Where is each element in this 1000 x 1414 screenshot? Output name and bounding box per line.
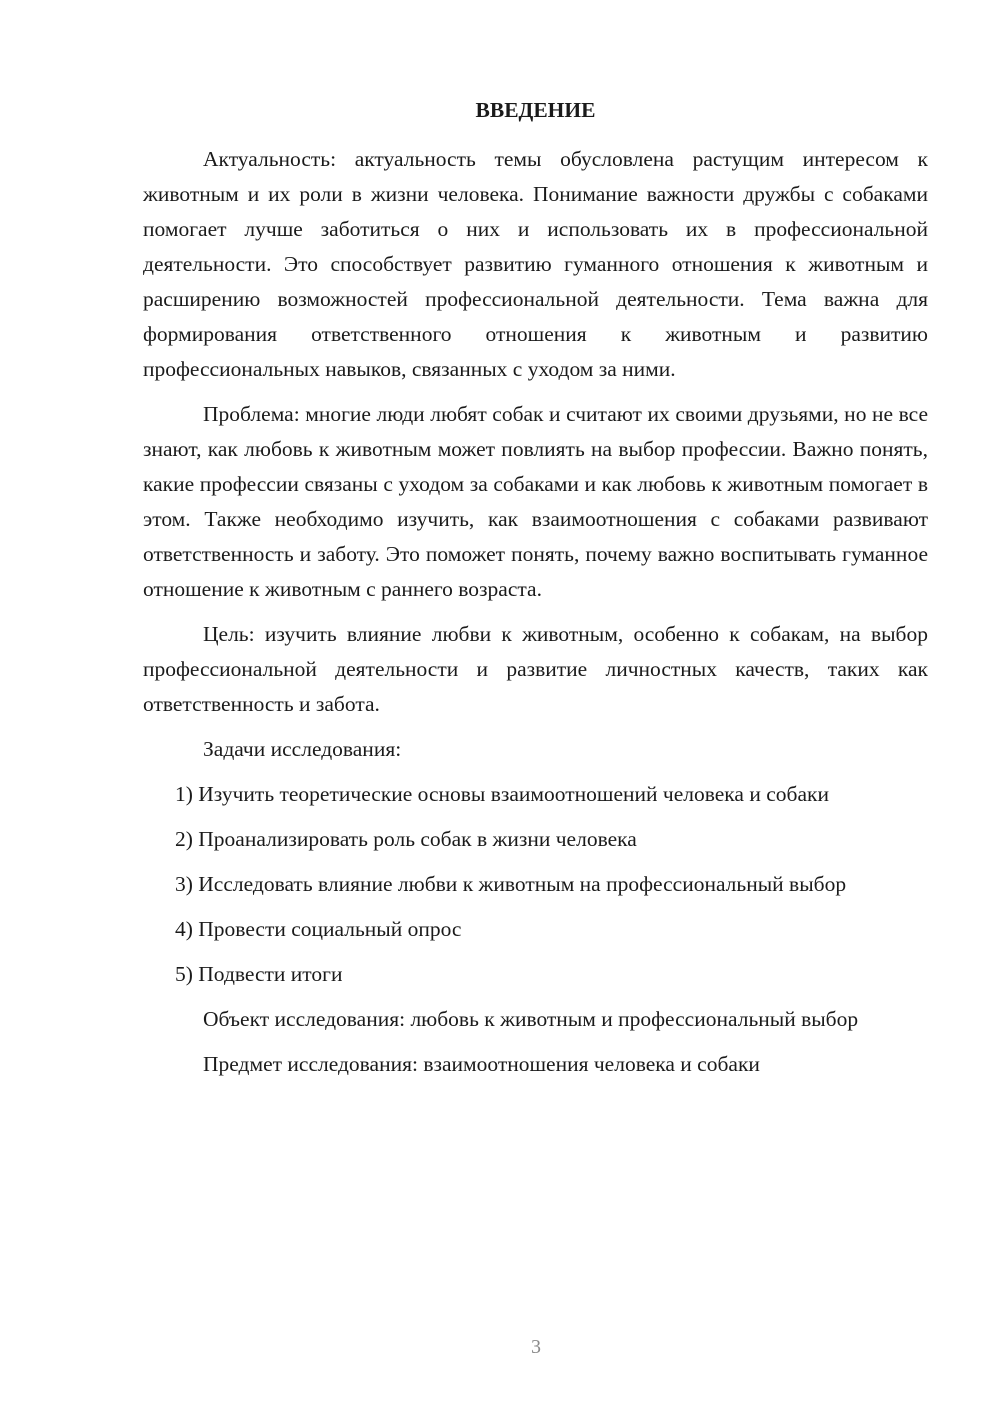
goal-paragraph: Цель: изучить влияние любви к животным, особенно к собакам, на выбор профессиональной деятельности и развитие личностных качеств, таких как ответственность и забота. [143, 622, 928, 716]
subject-paragraph: Предмет исследования: взаимоотношения человека и собаки [203, 1052, 760, 1076]
problem-paragraph: Проблема: многие люди любят собак и считают их своими друзьями, но не все знают, как любовь к животным может повлиять на выбор профессии. Важно понять, какие профессии связаны с уходом за собаками и как любовь к животным помогает в этом. Также необходимо изучить, как взаимоотношения с собаками развивают ответственность и заботу. Это поможет понять, почему важно воспитывать гуманное отношение к животным с раннего возраста. [143, 402, 928, 601]
tasks-heading: Задачи исследования: [203, 737, 402, 761]
object-paragraph: Объект исследования: любовь к животным и профессиональный выбор [203, 1007, 859, 1031]
task-item-2: 2) Проанализировать роль собак в жизни человека [175, 827, 637, 851]
page-number: 3 [531, 1336, 541, 1358]
task-item-3: 3) Исследовать влияние любви к животным на профессиональный выбор [175, 872, 847, 896]
relevance-paragraph: Актуальность: актуальность темы обусловлена растущим интересом к животным и их роли в жизни человека. Понимание важности дружбы с собаками помогает лучше заботиться о них и использовать их в профессиональной деятельности. Это способствует развитию гуманного отношения к животным и расширению возможностей профессиональной деятельности. Тема важна для формирования ответственного отношения к животным и развитию профессиональных навыков, связанных с уходом за ними. [143, 147, 928, 381]
page-content [143, 93, 928, 1092]
task-item-4: 4) Провести социальный опрос [175, 917, 462, 941]
task-item-5: 5) Подвести итоги [175, 962, 343, 986]
task-item-1: 1) Изучить теоретические основы взаимоотношений человека и собаки [175, 782, 829, 806]
section-title: ВВЕДЕНИЕ [475, 98, 596, 122]
